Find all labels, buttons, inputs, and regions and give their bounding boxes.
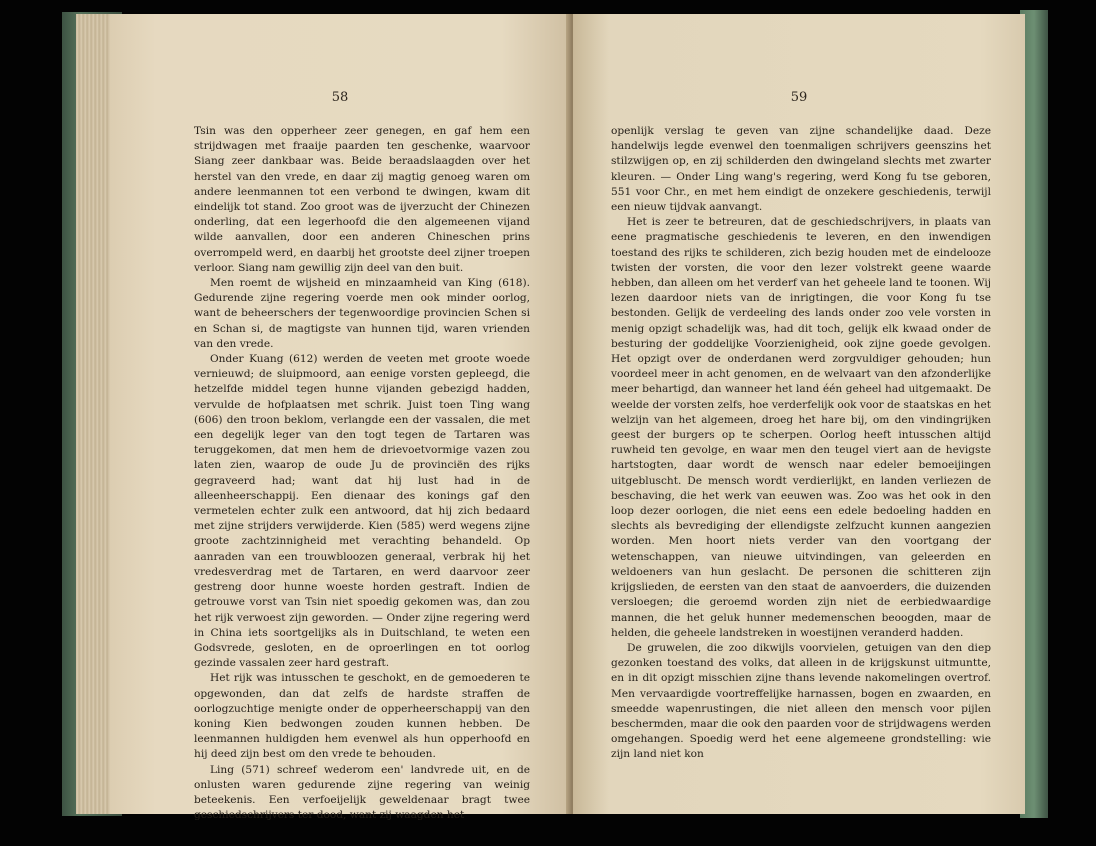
paragraph: De gruwelen, die zoo dikwijls voorvielen, getuigen van den diep gezonken toestand des volks, dat alleen in de krijgskunst uitmuntte, en in dit opzigt misschien zijne thans levende nakomelingen overtrof. Men vervaardigde voortreffelijke harnassen, bogen en zwaarden, en smeedde wapenrustingen, die niet alleen den mensch voor pijlen beschermden, maar die ook den paarden voor de strijdwagens werden omgehangen. Spoedig werd het eene algemeene grondstelling: wie zijn land niet kon bbox=[611, 641, 991, 761]
page-text bbox=[194, 124, 530, 823]
paragraph: Het rijk was intusschen te geschokt, en de gemoederen te opgewonden, dan dat zelfs de hardste straffen de oorlogzuchtige menigte onder de opperheerschappij van den koning Kien bedwongen zouden kunnen hebben. De leenmannen huldigden hem evenwel als hun opperhoofd en hij deed zijn best om den vrede te behouden. bbox=[194, 672, 530, 761]
page-number: 59 bbox=[790, 90, 808, 105]
paragraph: openlijk verslag te geven van zijne schandelijke daad. Deze handelwijs legde evenwel den toenmaligen schrijvers geenszins het stilzwijgen op, en zij schilderden den dwingeland slechts met zwarter kleuren. — Onder Ling wang's regering, werd Kong fu tse geboren, 551 voor Chr., en met hem eindigt de onzekere geschiedenis, terwijl een nieuw tijdvak aanvangt. bbox=[611, 125, 991, 214]
paragraph: Het is zeer te betreuren, dat de geschiedschrijvers, in plaats van eene pragmatische geschiedenis te leveren, en den inwendigen toestand des rijks te schilderen, zich bezig houden met de eindelooze twisten der vorsten, die voor den lezer volstrekt geene waarde hebben, dan alleen om het verderf van het geheele land te toonen. Wij lezen daardoor niets van de inrigtingen, die voor Kong fu tse bestonden. Gelijk de verdeeling des lands onder zoo vele vorsten in menig opzigt schadelijk was, had dit toch, gelijk elk kwaad onder de besturing der goddelijke Voorzienigheid, ook zijne goede gevolgen. Het opzigt over de onderdanen werd zorgvuldiger gehouden; hun voordeel meer in acht genomen, en de welvaart van den afzonderlijke meer behartigd, dan wanneer het land één geheel had uitgemaakt. De weelde der vorsten zelfs, hoe verderfelijk ook voor de staatskas en het welzijn van het algemeen, droeg het hare bij, om den vindingrijken geest der burgers op te scherpen. Oorlog heeft intusschen altijd ruwheid ten gevolge, en waar men den teugel viert aan de hevigste hartstogten, daar wordt de wensch naar edeler bemoeijingen uitgebluscht. De mensch wordt verdierlijkt, en landen verliezen de beschaving, die het werk van eeuwen was. Zoo was het ook in den loop dezer oorlogen, die niet eens een edele bedoeling hadden en slechts als bevrediging der ellendigste zelfzucht kunnen aangezien worden. Men hoort niets verder van den voortgang der wetenschappen, van nieuwe uitvindingen, van geleerden en weldoeners van hun geslacht. De personen die schitteren zijn krijgslieden, de eersten van den staat de aanvoerders, die duizenden versloegen; die geroemd worden zijn niet de eerbiedwaardige mannen, die het geluk hunner medemenschen beoogden, maar de helden, die geheele landstreken in woestijnen veranderd hadden. bbox=[611, 216, 991, 639]
paragraph: Ling (571) schreef wederom een' landvrede uit, en de onlusten waren gedurende zijne regering van weinig beteekenis. Een verfoeijelijk geweldenaar bragt twee geschiedschrijvers ter dood, want zij waagden het bbox=[194, 763, 530, 822]
left-page bbox=[110, 14, 570, 822]
right-page bbox=[573, 14, 1025, 814]
paragraph: Men roemt de wijsheid en minzaamheid van King (618). Gedurende zijne regering voerde men ook minder oorlog, want de beheerschers der tegenwoordige provincien Schen si en Schan si, de magtigste van hunnen tijd, waren vrienden van den vrede. bbox=[194, 277, 530, 350]
page-number: 58 bbox=[331, 90, 349, 105]
paragraph: Onder Kuang (612) werden de veeten met groote woede vernieuwd; de sluipmoord, aan eenige vorsten gepleegd, die hetzelfde middel tegen hunne vijanden gebezigd hadden, vervulde de hofplaatsen met schrik. Juist toen Ting wang (606) den troon beklom, verlangde een der vassalen, die met een degelijk leger van den togt tegen de Tartaren was teruggekomen, dat men hem de drievoetvormige vazen zou laten zien, waarop de oude Ju de provinciën des rijks gegraveerd had; want dat hij lust had in de alleenheerschappij. Een dienaar des konings gaf den vermetelen echter zulk een antwoord, dat hij zich bedaard met zijne strijders verwijderde. Kien (585) werd wegens zijne groote zachtzinnigheid met verachting behandeld. Op aanraden van een trouwbloozen generaal, verbrak hij het vredesverdrag met de Tartaren, en werd daarvoor zeer gestreng door hunne woeste horden gestraft. Indien de getrouwe vorst van Tsin niet spoedig gekomen was, dan zou het rijk verwoest zijn geworden. — Onder zijne regering werd in China iets soortgelijks als in Duitschland, te weten een Godsvrede, gesloten, en de oproerlingen en tot oorlog gezinde vassalen zeer hard gestraft. bbox=[194, 353, 530, 670]
paragraph: Tsin was den opperheer zeer genegen, en gaf hem een strijdwagen met fraaije paarden ten geschenke, waarvoor Siang zeer dankbaar was. Beide beraadslaagden over het herstel van den vrede, en daar zij magtig genoeg waren om andere leenmannen tot een verbond te dwingen, kwam dit eindelijk tot stand. Zoo groot was de ijverzucht der Chinezen onderling, dat een legerhoofd die den algemeenen vijand wilde aanvallen, door een anderen Chineschen prins overrompeld werd, en daarbij het grootste deel zijner troepen verloor. Siang nam gewillig zijn deel van den buit. bbox=[194, 125, 530, 274]
page-text bbox=[611, 124, 991, 763]
